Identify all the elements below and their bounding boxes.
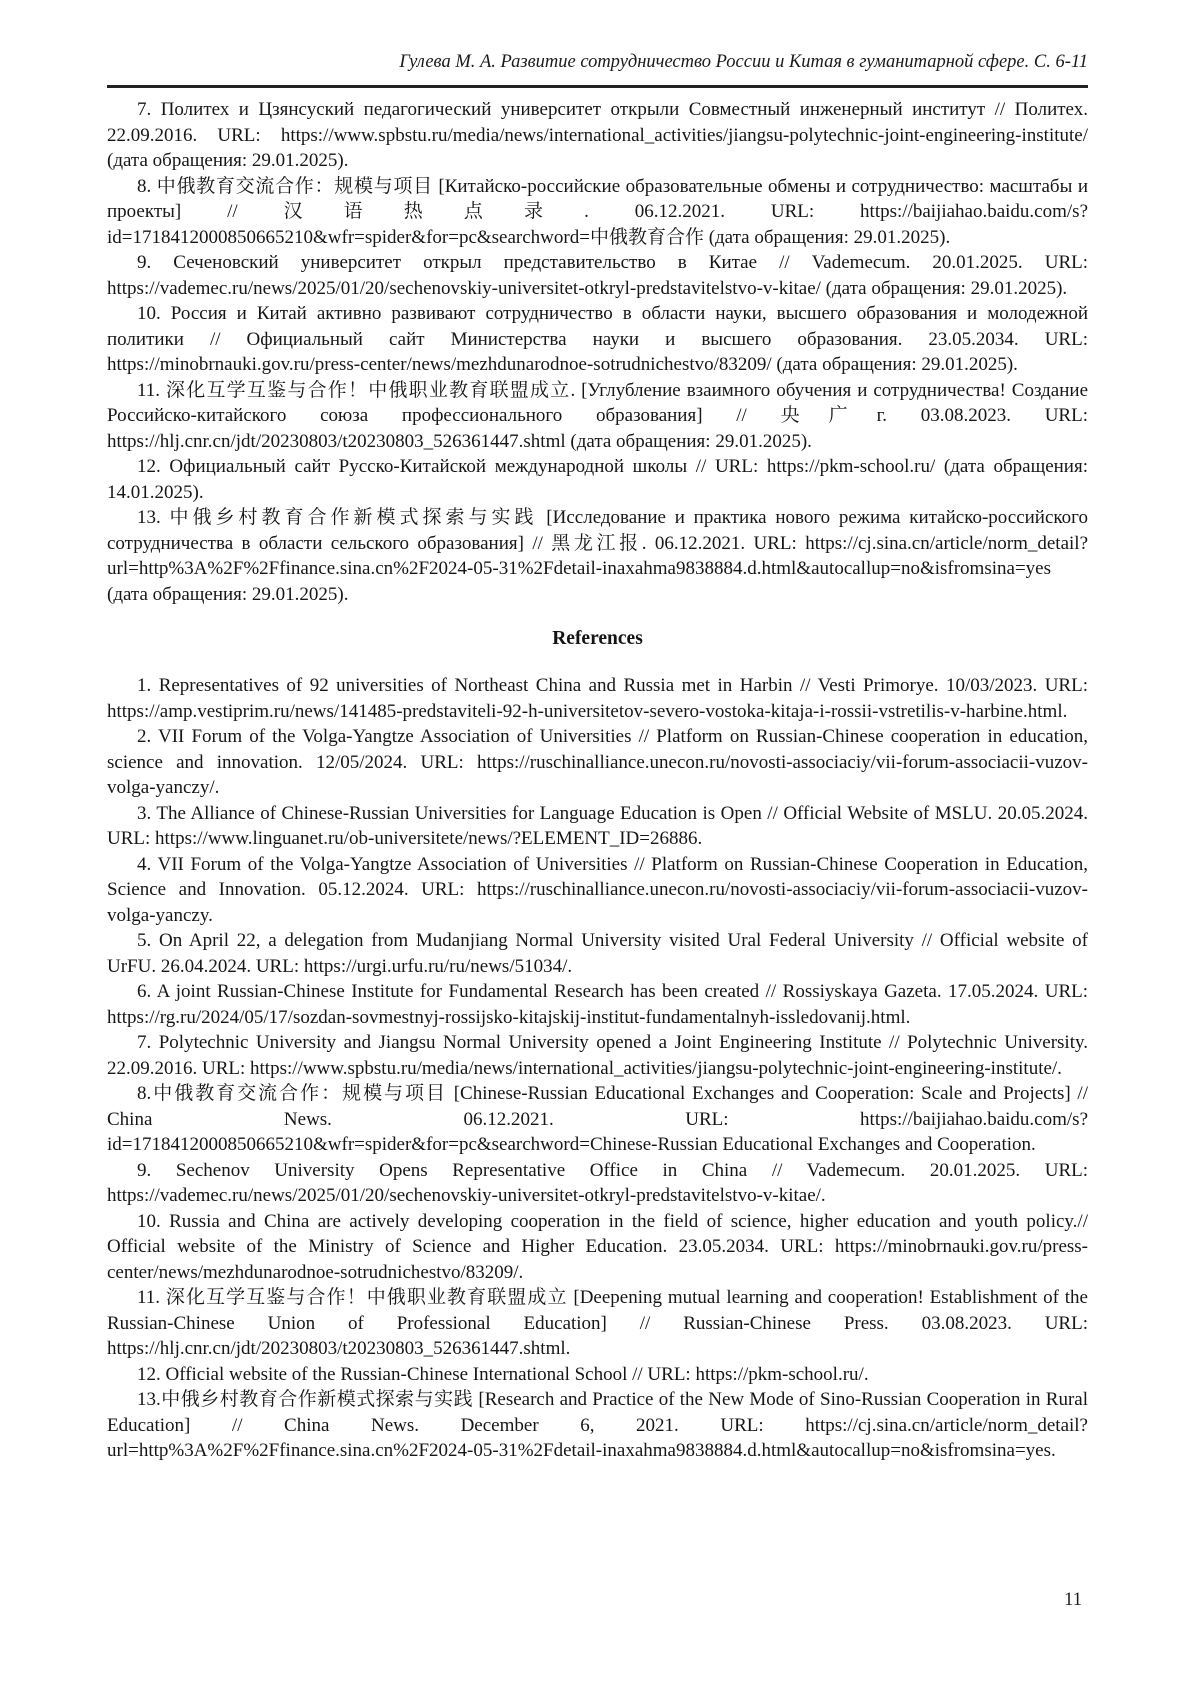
reference-item-en-2: 2. VII Forum of the Volga-Yangtze Association of Universities // Platform on Russian-Chinese cooperation in education, science and innovation. 12/05/2024. URL: https://ruschinalliance.unecon.ru/novosti-associaciy/vii-forum-associacii-vuzov-volga-yanczy/.	[107, 726, 1088, 798]
running-header: Гулева М. А. Развитие сотрудничество России и Китая в гуманитарной сфере. С. 6-11	[399, 52, 1088, 72]
reference-item-en-3: 3. The Alliance of Chinese-Russian Universities for Language Education is Open // Official Website of MSLU. 20.05.2024. URL: https://www.linguanet.ru/ob-universitete/news/?ELEMENT_ID=26886.	[107, 802, 1088, 849]
reference-item-ru-8: 8. 中俄教育交流合作：规模与项目 [Китайско-российские образовательные обмены и сотрудничество: масштабы и проекты] // 汉语热点录. 06.12.2021. URL: https://baijiahao.baidu.com/s?id=1718412000850665210&wfr=spider&for=pc&searchword=中俄教育合作 (дата обращения: 29.01.2025).	[107, 175, 1088, 248]
reference-item-en-5: 5. On April 22, a delegation from Mudanjiang Normal University visited Ural Federal University // Official website of UrFU. 26.04.2024. URL: https://urgi.urfu.ru/ru/news/51034/.	[107, 930, 1088, 977]
reference-item-ru-10: 10. Россия и Китай активно развивают сотрудничество в области науки, высшего образования и молодежной политики // Официальный сайт Министерства науки и высшего образования. 23.05.2034. URL: https://minobrnauki.gov.ru/press-center/news/mezhdunarodnoe-sotrudnichestvo/83209/ (дата обращения: 29.01.2025).	[107, 303, 1088, 375]
reference-item-ru-13: 13. 中俄乡村教育合作新模式探索与实践 [Исследование и практика нового режима китайско-российского сотрудничества в области сельского образования] // 黑龙江报. 06.12.2021. URL: https://cj.sina.cn/article/norm_detail?url=http%3A%2F%2Ffinance.sina.cn%2F2024-05-31%2Fdetail-inaxahma9838884.d.html&autocallup=no&isfromsina=yes (дата обращения: 29.01.2025).	[107, 507, 1088, 605]
reference-item-en-9: 9. Sechenov University Opens Representative Office in China // Vademecum. 20.01.2025. URL: https://vademec.ru/news/2025/01/20/sechenovskiy-universitet-otkryl-predstavitelstvo-v-kitae/.	[107, 1159, 1088, 1206]
page-number: 11	[1064, 1590, 1082, 1610]
reference-item-ru-9: 9. Сеченовский университет открыл представительство в Китае // Vademecum. 20.01.2025. URL: https://vademec.ru/news/2025/01/20/sechenovskiy-universitet-otkryl-predstavitelstvo-v-kitae/ (дата обращения: 29.01.2025).	[107, 252, 1088, 299]
reference-item-en-12: 12. Official website of the Russian-Chinese International School // URL: https://pkm-school.ru/.	[137, 1363, 869, 1385]
reference-item-en-11: 11. 深化互学互鉴与合作！中俄职业教育联盟成立 [Deepening mutual learning and cooperation! Establishment of the Russian-Chinese Union of Professional Education] // Russian-Chinese Press. 03.08.2023. URL: https://hlj.cnr.cn/jdt/20230803/t20230803_526361447.shtml.	[107, 1287, 1088, 1359]
references-en-section	[107, 664, 1088, 1464]
reference-item-en-4: 4. VII Forum of the Volga-Yangtze Association of Universities // Platform on Russian-Chinese Cooperation in Education, Science and Innovation. 05.12.2024. URL: https://ruschinalliance.unecon.ru/novosti-associaciy/vii-forum-associacii-vuzov-volga-yanczy.	[107, 853, 1088, 926]
bibliography-ru-section	[107, 88, 1088, 607]
reference-item-ru-7: 7. Политех и Цзянсуский педагогический университет открыли Совместный инженерный институт // Политех. 22.09.2016. URL: https://www.spbstu.ru/media/news/international_activities/jiangsu-polytechnic-joint-engineering-institute/ (дата обращения: 29.01.2025).	[107, 99, 1088, 171]
reference-item-en-7: 7. Polytechnic University and Jiangsu Normal University opened a Joint Engineering Institute // Polytechnic University. 22.09.2016. URL: https://www.spbstu.ru/media/news/international_activities/jiangsu-polytechnic-joint-engineering-institute/.	[107, 1032, 1088, 1079]
reference-item-en-10: 10. Russia and China are actively developing cooperation in the field of science, higher education and youth policy.// Official website of the Ministry of Science and Higher Education. 23.05.2034. URL: https://minobrnauki.gov.ru/press-center/news/mezhdunarodnoe-sotrudnichestvo/83209/.	[107, 1210, 1088, 1283]
reference-item-en-8: 8.中俄教育交流合作：规模与项目 [Chinese-Russian Educational Exchanges and Cooperation: Scale and Projects] // China News. 06.12.2021. URL: https://baijiahao.baidu.com/s?id=1718412000850665210&wfr=spider&for=pc&searchword=Chinese-Russian Educational Exchanges and Cooperation.	[107, 1083, 1088, 1155]
reference-item-en-6: 6. A joint Russian-Chinese Institute for Fundamental Research has been created // Rossiyskaya Gazeta. 17.05.2024. URL: https://rg.ru/2024/05/17/sozdan-sovmestnyj-rossijsko-kitajskij-institut-fundamentalnyh-issledovanij.html.	[107, 981, 1088, 1028]
reference-item-en-13: 13.中俄乡村教育合作新模式探索与实践 [Research and Practice of the New Mode of Sino-Russian Cooperation in Rural Education] // China News. December 6, 2021. URL: https://cj.sina.cn/article/norm_detail?url=http%3A%2F%2Ffinance.sina.cn%2F2024-05-31%2Fdetail-inaxahma9838884.d.html&autocallup=no&isfromsina=yes.	[107, 1389, 1088, 1461]
page-content	[107, 0, 1088, 1464]
reference-item-ru-12: 12. Официальный сайт Русско-Китайской международной школы // URL: https://pkm-school.ru/ (дата обращения: 14.01.2025).	[107, 456, 1088, 503]
references-heading: References	[552, 628, 643, 649]
reference-item-en-1: 1. Representatives of 92 universities of Northeast China and Russia met in Harbin // Vesti Primorye. 10/03/2023. URL: https://amp.vestiprim.ru/news/141485-predstaviteli-92-h-universitetov-severo-vostoka-kitaja-i-rossii-vstretilis-v-harbine.html.	[107, 675, 1088, 722]
reference-item-ru-11: 11. 深化互学互鉴与合作！中俄职业教育联盟成立. [Углубление взаимного обучения и сотрудничества! Создание Российско-китайского союза профессионального образования] // 央广г. 03.08.2023. URL: https://hlj.cnr.cn/jdt/20230803/t20230803_526361447.shtml (дата обращения: 29.01.2025).	[107, 379, 1088, 452]
